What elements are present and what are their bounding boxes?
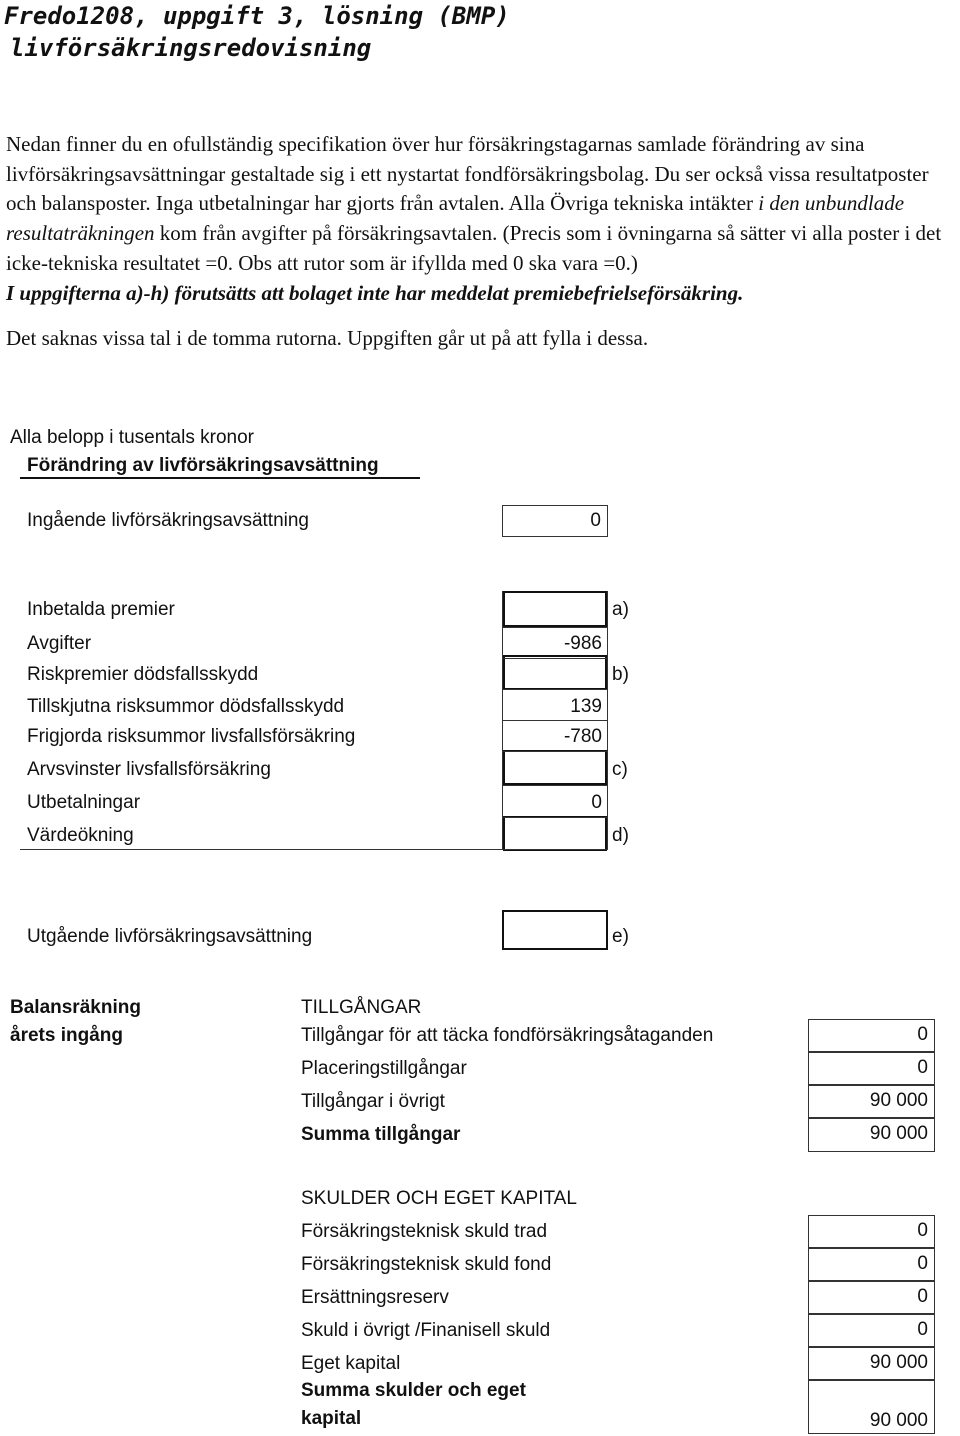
liabilities-heading: SKULDER OCH EGET KAPITAL (301, 1188, 577, 1209)
liab-label-eget-kapital: Eget kapital (301, 1353, 401, 1374)
liab-label-ovrigt: Skuld i övrigt /Finanisell skuld (301, 1320, 551, 1341)
row-divider (502, 785, 607, 786)
assets-total-value: 90 000 (808, 1118, 935, 1152)
tag-d: d) (612, 825, 629, 846)
row-divider (502, 658, 607, 659)
answer-box-c[interactable] (503, 750, 607, 785)
tag-c: c) (612, 759, 628, 780)
row-value-tillskjutna: 139 (570, 696, 602, 717)
liab-total-value: 90 000 (808, 1380, 935, 1434)
heading-underline (20, 477, 420, 479)
intro-paragraph-1: Nedan finner du en ofullständig specifikation över hur försäkringstagarnas samlade förändring av sina livförsäkringsavsättningar gestaltade sig i ett nystartat fondförsäkringsbolag. Du ser också vissa resultatposter och balansposter. Inga utbetalningar har gjorts från avtalen. Alla Övriga tekniska intäkter i den unbundlade resultaträkningen kom från avgifter på försäkringsavtalen. (Precis som i övningarna så sätter vi alla poster i det icke-tekniska resultatet =0. Obs att rutor som är ifyllda med 0 ska vara =0.) (6, 132, 942, 275)
liab-value-fond: 0 (808, 1248, 935, 1281)
row-label-vardeokning: Värdeökning (27, 825, 134, 846)
row-value-frigjorda: -780 (563, 726, 602, 747)
balance-subtitle: årets ingång (10, 1025, 123, 1046)
asset-label-placering: Placeringstillgångar (301, 1058, 467, 1079)
intro-text (6, 130, 956, 354)
tag-b: b) (612, 664, 629, 685)
liab-total-label-1: Summa skulder och eget (301, 1380, 526, 1401)
row-label-tillskjutna: Tillskjutna risksummor dödsfallsskydd (27, 696, 345, 717)
answer-box-a[interactable] (503, 591, 607, 627)
section-heading: Förändring av livförsäkringsavsättning (27, 455, 379, 476)
liab-label-ersattning: Ersättningsreserv (301, 1287, 449, 1308)
tag-a: a) (612, 599, 629, 620)
liab-label-trad: Försäkringsteknisk skuld trad (301, 1221, 548, 1242)
liab-total-label-2: kapital (301, 1408, 362, 1429)
value-column-right-border (607, 591, 608, 850)
opening-value-cell[interactable]: 0 (502, 505, 608, 537)
page-subtitle: livförsäkringsredovisning (10, 34, 372, 62)
row-label-avgifter: Avgifter (27, 633, 92, 654)
intro-assumption: I uppgifterna a)-h) förutsätts att bolaget inte har meddelat premiebefrielseförsäkring. (6, 280, 744, 305)
row-divider (502, 720, 607, 721)
answer-box-b[interactable] (503, 655, 607, 690)
row-label-inbetalda-premier: Inbetalda premier (27, 599, 175, 620)
liab-value-ersattning: 0 (808, 1281, 935, 1314)
balance-title: Balansräkning (10, 997, 141, 1018)
row-label-riskpremier: Riskpremier dödsfallsskydd (27, 664, 259, 685)
opening-label: Ingående livförsäkringsavsättning (27, 510, 310, 531)
asset-value-fond: 0 (808, 1019, 935, 1052)
answer-box-e[interactable] (502, 910, 608, 950)
closing-label: Utgående livförsäkringsavsättning (27, 926, 313, 947)
assets-heading: TILLGÅNGAR (301, 997, 422, 1018)
row-divider (502, 817, 607, 818)
unit-note: Alla belopp i tusentals kronor (10, 427, 254, 448)
answer-box-d[interactable] (503, 816, 607, 851)
asset-label-fond: Tillgångar för att täcka fondförsäkringsåtaganden (301, 1025, 714, 1046)
row-value-avgifter: -986 (563, 633, 602, 654)
liab-value-trad: 0 (808, 1215, 935, 1248)
tag-e: e) (612, 926, 629, 947)
liab-value-eget-kapital: 90 000 (808, 1347, 935, 1380)
row-divider (502, 689, 607, 690)
asset-value-placering: 0 (808, 1052, 935, 1085)
row-divider (502, 751, 607, 752)
asset-value-ovrigt: 90 000 (808, 1085, 935, 1118)
liab-label-fond: Försäkringsteknisk skuld fond (301, 1254, 552, 1275)
liab-value-ovrigt: 0 (808, 1314, 935, 1347)
assets-total-label: Summa tillgångar (301, 1124, 461, 1145)
row-value-utbetalningar: 0 (591, 792, 602, 813)
row-label-utbetalningar: Utbetalningar (27, 792, 141, 813)
row-label-arvsvinster: Arvsvinster livsfallsförsäkring (27, 759, 271, 780)
intro-task: Det saknas vissa tal i de tomma rutorna. Uppgiften går ut på att fylla i dessa. (6, 326, 649, 351)
row-divider (502, 627, 607, 628)
row-label-frigjorda: Frigjorda risksummor livsfallsförsäkring (27, 726, 356, 747)
asset-label-ovrigt: Tillgångar i övrigt (301, 1091, 445, 1112)
page-title: Fredo1208, uppgift 3, lösning (BMP) (4, 2, 510, 30)
sum-line (20, 849, 608, 850)
